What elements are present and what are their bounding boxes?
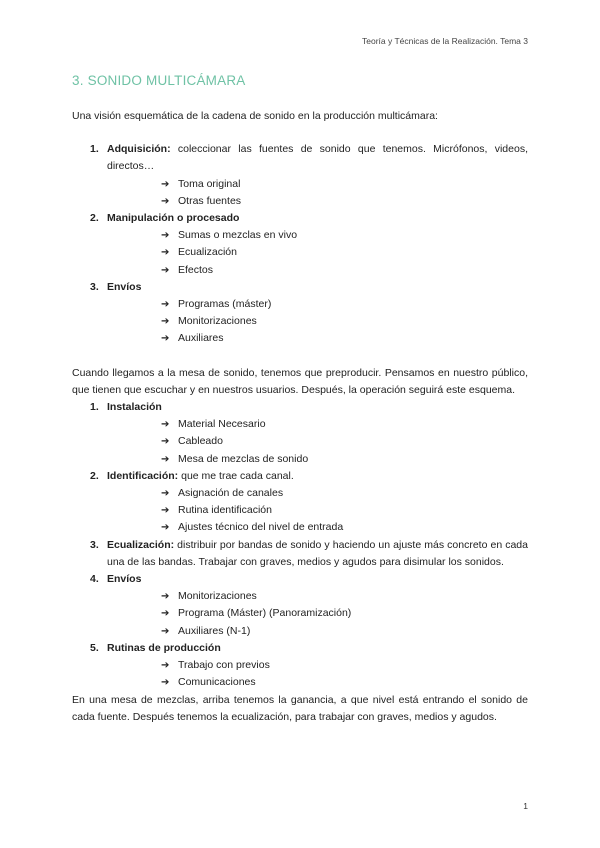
sub-list-item-label: Trabajo con previos xyxy=(178,659,270,672)
list-item-label: Envíos xyxy=(107,573,142,586)
sub-list xyxy=(107,176,528,210)
sub-list-item-label: Asignación de canales xyxy=(178,487,284,500)
arrow-icon: ➔ xyxy=(161,299,170,311)
arrow-icon: ➔ xyxy=(161,453,170,465)
list-number: 3. xyxy=(90,538,99,551)
sub-list-item-label: Rutina identificación xyxy=(178,504,272,517)
sub-list-item xyxy=(161,193,528,210)
arrow-icon: ➔ xyxy=(161,436,170,448)
sub-list-item-label: Monitorizaciones xyxy=(178,590,257,603)
arrow-icon: ➔ xyxy=(161,247,170,259)
list-item-label: Identificación: xyxy=(107,469,179,482)
arrow-icon: ➔ xyxy=(161,419,170,431)
sub-list-item xyxy=(161,244,528,261)
list-item-text: que me trae cada canal. xyxy=(178,469,294,482)
sub-list-item xyxy=(161,674,528,691)
sub-list-item xyxy=(161,433,528,450)
list-item-label: Envíos xyxy=(107,280,142,293)
sub-list-item-label: Toma original xyxy=(178,177,241,190)
sub-list-item xyxy=(161,485,528,502)
sub-list-item-label: Programa (Máster) (Panoramización) xyxy=(178,607,352,620)
arrow-icon: ➔ xyxy=(161,522,170,534)
intro-paragraph: Una visión esquemática de la cadena de sonido en la producción multicámara: xyxy=(72,110,438,122)
list-number: 3. xyxy=(90,280,99,293)
sub-list xyxy=(107,296,528,348)
list-item xyxy=(72,141,528,210)
sub-list-item xyxy=(161,296,528,313)
sub-list xyxy=(107,657,528,691)
arrow-icon: ➔ xyxy=(161,195,170,207)
sub-list-item-label: Monitorizaciones xyxy=(178,315,257,328)
arrow-icon: ➔ xyxy=(161,333,170,345)
arrow-icon: ➔ xyxy=(161,316,170,328)
sub-list-item xyxy=(161,502,528,519)
list-item-text: distribuir por bandas de sonido y haciendo un ajuste más concreto en cada una de las bandas. Trabajar con graves, medios y agudos para disimular los sonidos. xyxy=(107,538,528,568)
sub-list-item xyxy=(161,657,528,674)
sub-list-item-label: Material Necesario xyxy=(178,418,266,431)
list-number: 5. xyxy=(90,641,99,654)
list-item xyxy=(72,571,528,640)
operation-scheme-list xyxy=(72,399,528,691)
list-number: 4. xyxy=(90,573,99,586)
sub-list xyxy=(107,588,528,640)
list-item xyxy=(72,279,528,348)
sub-list-item xyxy=(161,588,528,605)
arrow-icon: ➔ xyxy=(161,608,170,620)
arrow-icon: ➔ xyxy=(161,505,170,517)
arrow-icon: ➔ xyxy=(161,264,170,276)
sub-list-item-label: Ecualización xyxy=(178,246,237,259)
arrow-icon: ➔ xyxy=(161,591,170,603)
list-item-text: coleccionar las fuentes de sonido que tenemos. Micrófonos, videos, directos… xyxy=(107,143,528,173)
paragraph-mesa-sonido: Cuando llegamos a la mesa de sonido, tenemos que preproducir. Pensamos en nuestro público, que tienen que escuchar y en nuestros usuarios. Después, la operación seguirá este esquema. xyxy=(72,366,528,396)
list-item xyxy=(72,468,528,537)
list-item xyxy=(72,399,528,468)
sub-list-item xyxy=(161,416,528,433)
sub-list-item xyxy=(161,519,528,536)
sub-list-item-label: Otras fuentes xyxy=(178,194,242,207)
sub-list-item-label: Mesa de mezclas de sonido xyxy=(178,452,309,465)
sub-list-item xyxy=(161,623,528,640)
sub-list-item xyxy=(161,313,528,330)
list-number: 2. xyxy=(90,469,99,482)
arrow-icon: ➔ xyxy=(161,625,170,637)
arrow-icon: ➔ xyxy=(161,488,170,500)
list-number: 2. xyxy=(90,212,99,225)
document-body xyxy=(72,108,528,726)
sub-list-item xyxy=(161,262,528,279)
list-item-label: Manipulación o procesado xyxy=(107,212,240,225)
list-item xyxy=(72,537,528,571)
sub-list xyxy=(107,227,528,279)
list-number: 1. xyxy=(90,143,99,156)
sub-list-item xyxy=(161,227,528,244)
list-item-label: Adquisición: xyxy=(107,143,171,156)
arrow-icon: ➔ xyxy=(161,660,170,672)
paragraph-mesa-mezclas: En una mesa de mezclas, arriba tenemos la ganancia, a que nivel está entrando el sonido de cada fuente. Después tenemos la ecualización, para trabajar con graves, medios y agudos. xyxy=(72,693,528,723)
list-item-label: Rutinas de producción xyxy=(107,641,221,654)
sub-list-item xyxy=(161,605,528,622)
sub-list-item-label: Sumas o mezclas en vivo xyxy=(178,229,298,242)
sub-list xyxy=(107,485,528,537)
arrow-icon: ➔ xyxy=(161,178,170,190)
sub-list-item-label: Programas (máster) xyxy=(178,298,272,311)
sub-list-item xyxy=(161,176,528,193)
list-number: 1. xyxy=(90,401,99,414)
list-item xyxy=(72,640,528,692)
arrow-icon: ➔ xyxy=(161,677,170,689)
sub-list-item-label: Efectos xyxy=(178,263,214,276)
sub-list-item-label: Cableado xyxy=(178,435,223,448)
sub-list-item-label: Auxiliares (N-1) xyxy=(178,624,251,637)
sub-list-item xyxy=(161,330,528,347)
page-number: 1 xyxy=(523,801,528,811)
list-item xyxy=(72,210,528,279)
list-item-label: Ecualización: xyxy=(107,538,175,551)
section-title: 3. SONIDO MULTICÁMARA xyxy=(72,73,246,88)
sub-list-item-label: Ajustes técnico del nivel de entrada xyxy=(178,521,344,534)
sound-chain-list xyxy=(72,141,528,347)
sub-list-item xyxy=(161,451,528,468)
arrow-icon: ➔ xyxy=(161,230,170,242)
page-header: Teoría y Técnicas de la Realización. Tema 3 xyxy=(362,36,528,46)
sub-list-item-label: Comunicaciones xyxy=(178,676,256,689)
sub-list xyxy=(107,416,528,468)
list-item-label: Instalación xyxy=(107,401,162,414)
sub-list-item-label: Auxiliares xyxy=(178,332,224,345)
